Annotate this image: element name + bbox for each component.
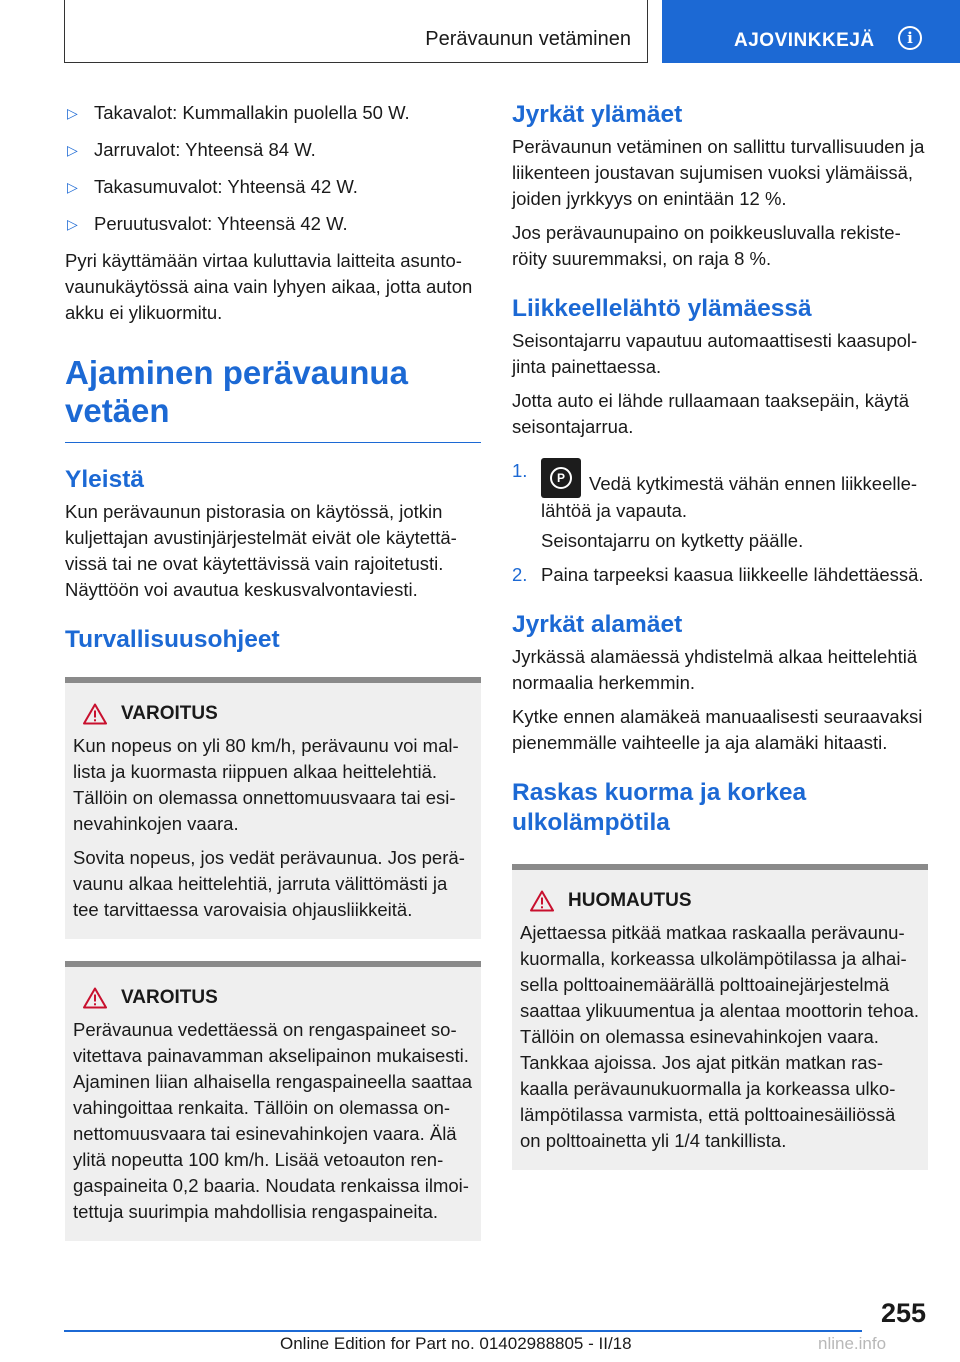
paragraph: Jotta auto ei lähde rullaamaan taaksepäin, käytä seisontajarrua. [512,390,909,437]
list-item: ▷ Takavalot: Kummallakin puolella 50 W. [65,100,481,126]
info-icon[interactable]: i [898,26,922,50]
hill-start-steps [512,458,928,588]
warning-title: VAROITUS [121,987,218,1008]
step-text: Paina tarpeeksi kaasua liikkeelle lähdettäessä. [541,564,924,585]
hill-start-heading: Liikkeellelähtö ylämäessä [512,295,812,322]
chapter-tab-label: AJOVINKKEJÄ [734,30,875,51]
notice-text: Ajettaessa pitkää matkaa raskaalla perävaunukuormalla, korkeassa ulkolämpötilassa ja alhaisella polttoainemäärällä polttoainejärjestelmä saattaa ylikuumentua ja alentaa moottorin tehoa. Tällöin on olemassa esinevahinkojen vaara. Tankkaa ajoissa. Jos ajat pitkän matkan raskaalla perävaunukuormalla ja korkeassa ulkolämpötilassa varmista, että polttoainesäiliössä on polttoainetta yli 1/4 tankillista. [520,922,920,1151]
general-paragraph: Kun perävaunun pistorasia on käytössä, jotkin kuljettajan avustinjärjestelmät eivät ole käytettävissä tai ne ovat käytettävissä vain rajoitetusti. Näyttöön voi avautua keskusvalvontaviesti. [65,501,457,600]
main-heading: Ajaminen perävaunua vetäen [65,354,481,443]
steep-downhill-heading: Jyrkät alamäet [512,611,683,638]
warning-triangle-icon [530,890,554,912]
paragraph: Kytke ennen alamäkeä manuaalisesti seuraavaksi pienemmälle vaihteelle ja aja alamäki hitaasti. [512,706,923,753]
step-item [512,458,928,554]
chapter-tab[interactable] [662,0,960,63]
edition-label: Online Edition for Part no. 01402988805 - II/18 [280,1334,632,1353]
light-wattage-list [65,100,481,237]
step-number: 1. [512,460,528,481]
parking-brake-icon: P [541,458,581,498]
steep-uphill-heading: Jyrkät ylämäet [512,101,683,128]
list-item: ▷ Takasumuvalot: Yhteensä 42 W. [65,174,481,200]
right-column [512,100,928,1170]
notice-title: HUOMAUTUS [568,890,692,911]
paragraph: Jos perävaunupaino on poikkeusluvalla rekisteröity suuremmaksi, on raja 8 %. [512,222,901,269]
watermark: nline.info [818,1334,887,1353]
warning-text: Kun nopeus on yli 80 km/h, perävaunu voi mallista ja kuormasta riippuen alkaa heittelehtiä. Tällöin on olemassa onnettomuusvaara tai esinevahinkojen vaara. [73,735,459,834]
footer-divider [64,1330,862,1332]
paragraph: Seisontajarru vapautuu automaattisesti kaasupoljinta painettaessa. [512,330,918,377]
notice-box [512,864,928,1170]
safety-heading: Turvallisuusohjeet [65,626,280,653]
step-result: Seisontajarru on kytketty päälle. [541,530,804,551]
paragraph: Jyrkässä alamäessä yhdistelmä alkaa heittelehtiä normaalia herkemmin. [512,646,918,693]
step-item [512,562,928,588]
warning-triangle-icon [83,703,107,725]
page-number: 255 [880,1298,926,1328]
section-title: Perävaunun vetäminen [425,28,631,50]
step-number: 2. [512,564,528,585]
warning-box [65,961,481,1241]
triangle-bullet-icon: ▷ [67,105,78,121]
list-item: ▷ Peruutusvalot: Yhteensä 42 W. [65,211,481,237]
triangle-bullet-icon: ▷ [67,142,78,158]
general-heading: Yleistä [65,466,144,493]
heavy-load-heading: Raskas kuorma ja korkea ulkolämpötila [512,779,807,836]
warning-title: VAROITUS [121,703,218,724]
warning-text: Perävaunua vedettäessä on rengaspaineet sovitettava painavamman akselipainon mukaisesti. Ajaminen liian alhaisella rengaspaineella saattaa vahingoittaa renkaita. Tällöin on olemassa onnettomuusvaara tai esinevahinkojen vaara. Älä ylitä nopeutta 100 km/h. Lisää vetoauton rengaspaineita 0,2 baaria. Noudata renkaissa ilmoitettuja suurimpia mahdollisia rengaspaineita. [73,1019,473,1222]
left-column [65,100,481,1241]
list-item: ▷ Jarruvalot: Yhteensä 84 W. [65,137,481,163]
step-text: Vedä kytkimestä vähän ennen liikkeellelähtöä ja vapauta. [541,473,918,521]
warning-triangle-icon [83,987,107,1009]
triangle-bullet-icon: ▷ [67,179,78,195]
header-section-box [64,0,648,63]
paragraph: Perävaunun vetäminen on sallittu turvallisuuden ja liikenteen joustavan sujumisen vuoksi ylämäissä, joiden jyrkkyys on enintään 12 %. [512,136,925,209]
triangle-bullet-icon: ▷ [67,216,78,232]
warning-box [65,677,481,939]
intro-paragraph: Pyri käyttämään virtaa kuluttavia laitteita asuntovaunukäytössä aina vain lyhyen aikaa, jotta auton akku ei ylikuormitu. [65,250,473,323]
warning-text: Sovita nopeus, jos vedät perävaunua. Jos perävaunu alkaa heittelehtiä, jarruta välittömästi ja tee tarvittaessa varovaisia ohjausliikkeitä. [73,847,465,920]
